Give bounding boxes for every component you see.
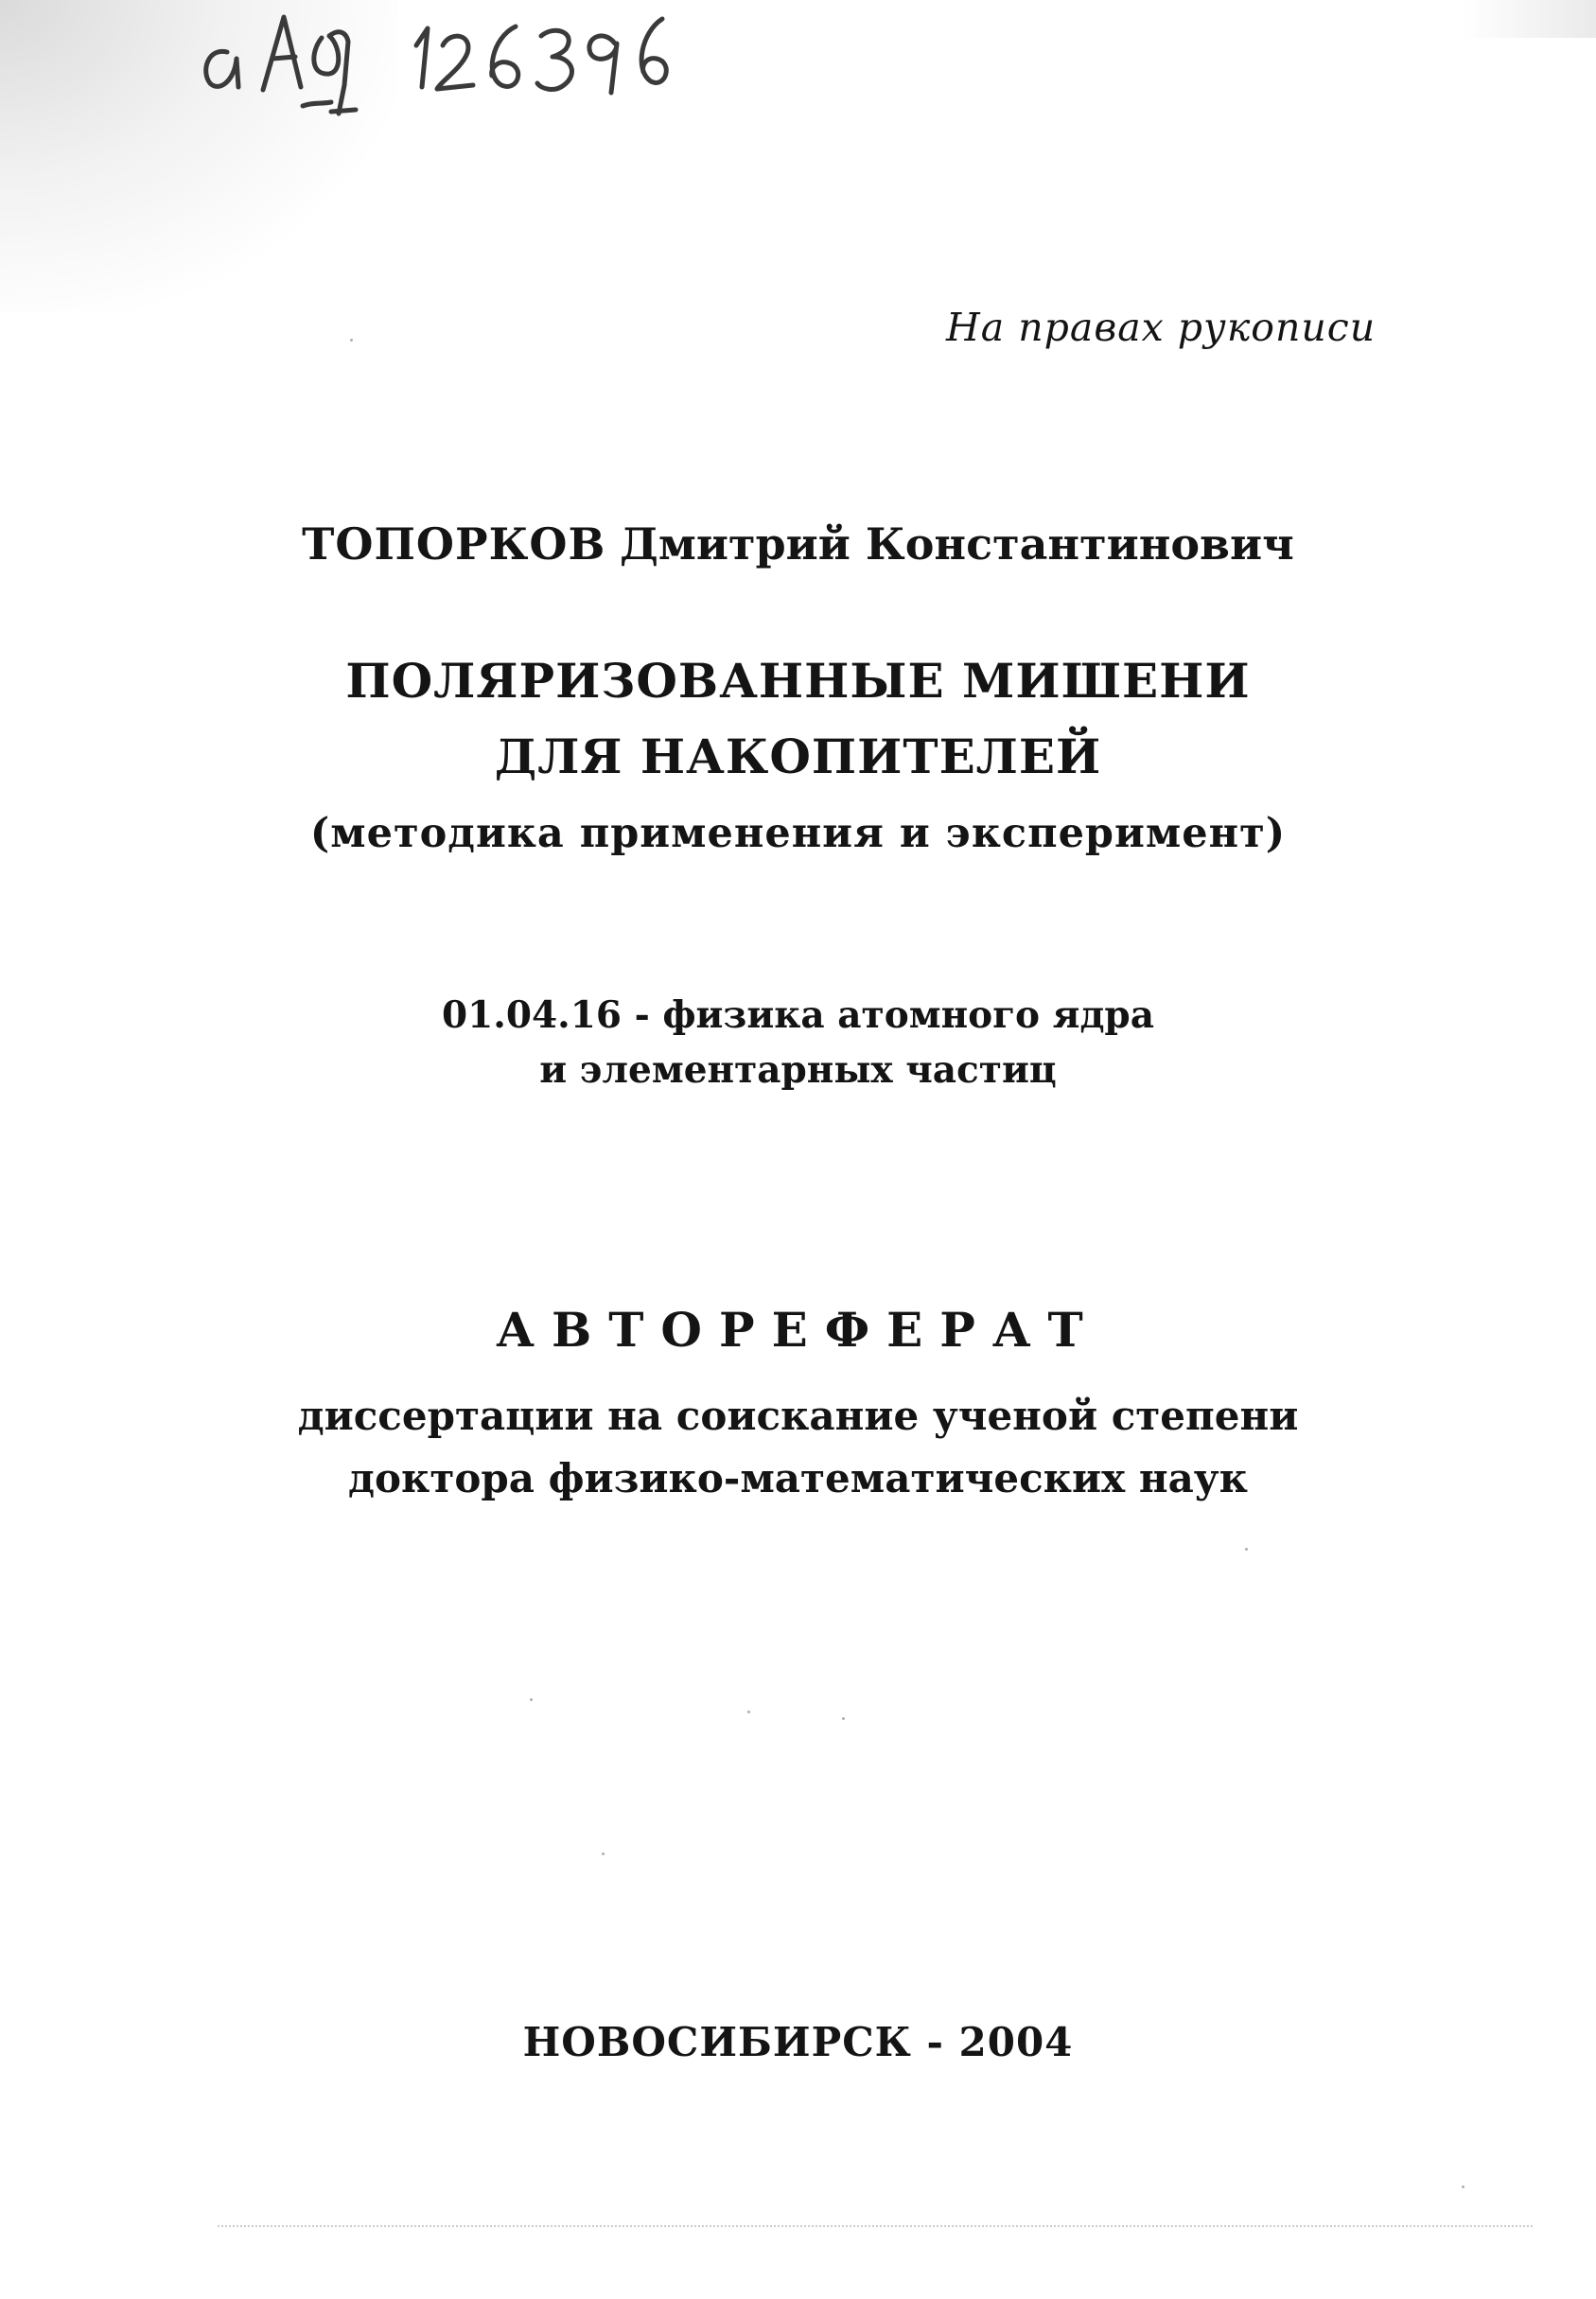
title-subtitle: (методика применения и эксперимент) — [309, 810, 1287, 857]
handwritten-archive-number — [189, 0, 719, 132]
author-surname: ТОПОРКОВ — [302, 518, 606, 570]
place-and-year: НОВОСИБИРСК - 2004 — [522, 2019, 1074, 2065]
scan-speck — [530, 1698, 533, 1701]
specialty-line-1: 01.04.16 - физика атомного ядра — [442, 993, 1154, 1037]
scan-speck — [350, 339, 353, 342]
scan-speck — [842, 1717, 845, 1720]
rights-note: На правах рукописи — [946, 305, 1377, 350]
document-type-label: АВТОРЕФЕРАТ — [496, 1302, 1100, 1358]
title-line-1: ПОЛЯРИЗОВАННЫЕ МИШЕНИ — [345, 653, 1251, 709]
document-purpose-line-2: доктора физико-математических наук — [347, 1455, 1248, 1501]
scan-edge-line — [218, 2225, 1533, 2227]
scan-shading-right — [1464, 0, 1596, 38]
document-purpose-line-1: диссертации на соискание ученой степени — [297, 1393, 1299, 1439]
scan-speck — [1462, 2185, 1464, 2188]
handwriting-drawing — [189, 0, 719, 132]
scan-speck — [602, 1852, 605, 1855]
scan-speck — [1245, 1548, 1248, 1551]
author-given-names: Дмитрий Константинович — [620, 518, 1294, 570]
specialty-line-2: и элементарных частиц — [539, 1048, 1057, 1092]
scan-speck — [747, 1711, 750, 1713]
author-name — [0, 518, 1596, 570]
title-line-2: ДЛЯ НАКОПИТЕЛЕЙ — [494, 728, 1102, 784]
